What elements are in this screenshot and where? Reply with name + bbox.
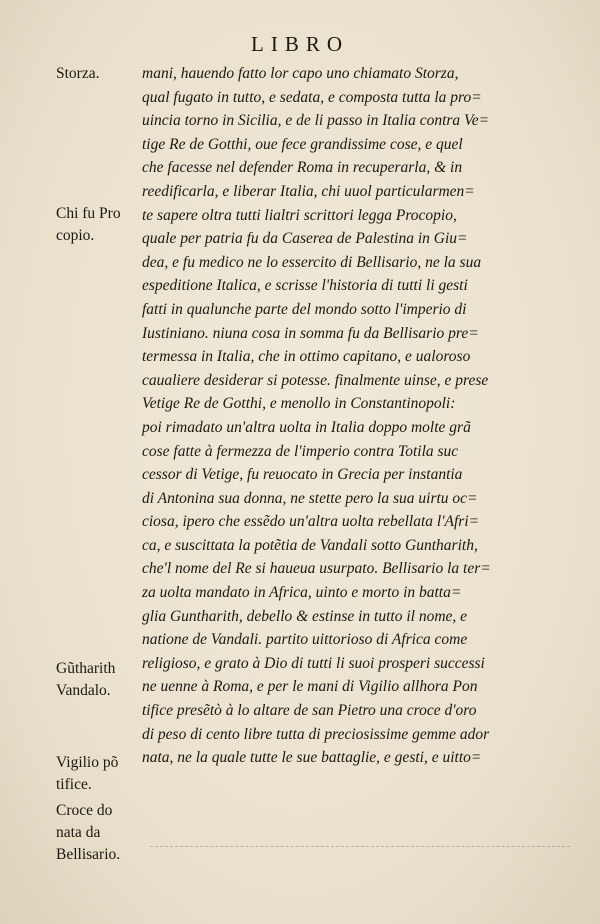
text-line: mani, hauendo fatto lor capo uno chiamato Storza,: [142, 65, 459, 82]
text-line: uincia torno in Sicilia, e de li passo in Italia contra Ve=: [142, 112, 490, 130]
text-line: che'l nome del Re si haueua usurpato. Bellisario la ter=: [142, 560, 491, 578]
text-line: te sapere oltra tutti lialtri scrittori legga Procopio,: [142, 206, 457, 224]
text-line: glia Guntharith, debello & estinse in tutto il nome, e: [142, 607, 468, 625]
text-line: cose fatte à fermezza de l'imperio contra Totila suc: [142, 442, 459, 460]
text-line: di Antonina sua donna, ne stette pero la sua uirtu oc=: [142, 489, 478, 507]
text-line: dea, e fu medico ne lo essercito di Bellisario, ne la sua: [142, 253, 482, 271]
margin-note-procopio: [56, 203, 146, 247]
text-line: za uolta mandato in Africa, uinto e morto in batta=: [142, 584, 462, 602]
margin-note-line: copio.: [56, 227, 95, 244]
margin-note-line: Gũtharith: [56, 660, 116, 677]
text-line: che facesse nel defender Roma in recuperarla, & in: [142, 159, 463, 177]
text-line: cessor di Vetige, fu reuocato in Grecia per instantia: [142, 466, 463, 484]
text-line: qual fugato in tutto, e sedata, e composta tutta la pro=: [142, 88, 482, 106]
text-line: ca, e suscittata la potẽtia de Vandali sotto Guntharith,: [142, 536, 478, 554]
text-line: tifice presẽtò à lo altare de san Pietro una croce d'oro: [142, 702, 477, 720]
text-line: quale per patria fu da Caserea de Palestina in Giu=: [142, 230, 468, 248]
text-line: poi rimadato un'altra uolta in Italia doppo molte grã: [142, 418, 471, 436]
margin-note-line: Chi fu Pro: [56, 205, 121, 222]
text-line: espeditione Italica, e scrisse l'historia di tutti li gesti: [142, 277, 468, 295]
margin-note-vigilio: [56, 752, 146, 796]
main-text-block: [142, 62, 578, 770]
text-line: ciosa, ipero che essẽdo un'altra uolta rebellata l'Afri=: [142, 513, 480, 531]
text-line: religioso, e grato à Dio di tutti li suoi prosperi successi: [142, 654, 485, 672]
text-line: Iustiniano. niuna cosa in somma fu da Bellisario pre=: [142, 324, 479, 342]
text-line: reedificarla, e liberar Italia, chi uuol particularmen=: [142, 182, 475, 200]
text-line: di peso di cento libre tutta di preciosissime gemme ador: [142, 725, 490, 743]
margin-note-line: Bellisario.: [56, 846, 121, 863]
margin-note-storza: [56, 63, 146, 85]
text-line: caualiere desiderar si potesse. finalmente uinse, e prese: [142, 371, 489, 389]
margin-note-line: Vandalo.: [56, 682, 111, 699]
text-line: natione de Vandali. partito uittorioso di Africa come: [142, 631, 468, 649]
text-line: fatti in qualunche parte del mondo sotto l'imperio di: [142, 300, 467, 318]
text-line: termessa in Italia, che in ottimo capitano, e ualoroso: [142, 348, 471, 366]
margin-note-guntharith: [56, 658, 146, 702]
margin-note-line: Storza.: [56, 65, 100, 82]
text-line: Vetige Re de Gotthi, e menollo in Constantinopoli:: [142, 395, 456, 413]
text-line: tige Re de Gotthi, oue fece grandissime cose, e quel: [142, 135, 463, 153]
margin-note-line: tifice.: [56, 776, 92, 793]
margin-note-line: Croce do: [56, 802, 113, 819]
margin-note-line: nata da: [56, 824, 101, 841]
margin-note-line: Vigilio põ: [56, 754, 119, 771]
bottom-rule: [150, 846, 570, 847]
text-line: ne uenne à Roma, e per le mani di Vigilio allhora Pon: [142, 678, 478, 696]
margin-note-croce: [56, 800, 146, 866]
running-head: LIBRO: [251, 32, 349, 56]
text-line: nata, ne la quale tutte le sue battaglie, e gesti, e uitto=: [142, 749, 482, 767]
